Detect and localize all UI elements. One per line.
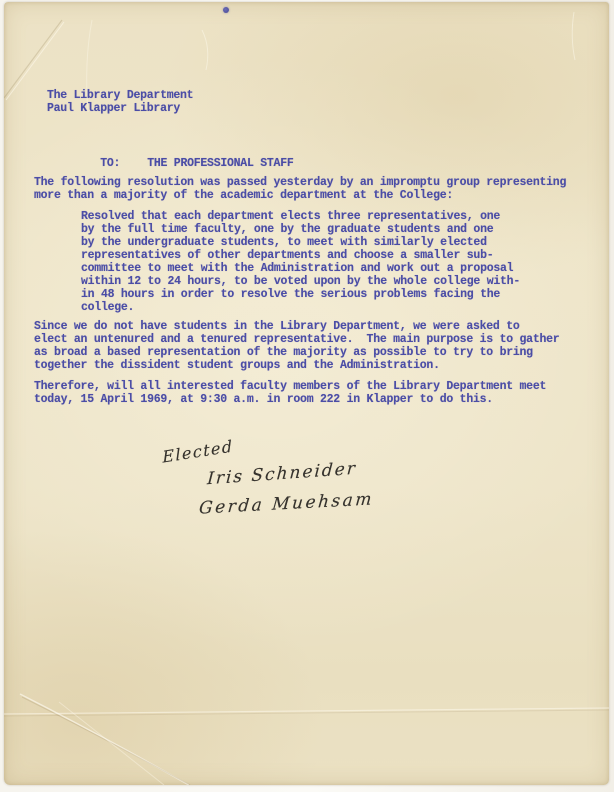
resolution-line-5: committee to meet with the Administration and work out a proposal bbox=[81, 262, 514, 275]
paper-sheet bbox=[4, 2, 609, 785]
handwritten-elected-label: Elected bbox=[161, 436, 234, 467]
therefore-paragraph bbox=[34, 380, 546, 406]
to-label: TO: bbox=[100, 157, 121, 170]
resolution-line-7: in 48 hours in order to resolve the serious problems facing the bbox=[81, 288, 501, 301]
signature-iris-schneider: Iris Schneider bbox=[206, 458, 358, 490]
resolution-line-3: by the undergraduate students, to meet with similarly elected bbox=[81, 236, 487, 249]
signature-gerda-muehsam: Gerda Muehsam bbox=[198, 489, 375, 519]
sender-block bbox=[47, 89, 193, 115]
ink-dot-mark bbox=[223, 7, 229, 13]
sender-line-2: Paul Klapper Library bbox=[47, 102, 181, 115]
intro-line-1: The following resolution was passed yesterday by an impromptu group representing bbox=[34, 176, 567, 189]
since-line-1: Since we do not have students in the Library Department, we were asked to bbox=[34, 320, 520, 333]
resolution-line-2: by the full time faculty, one by the graduate students and one bbox=[81, 223, 494, 236]
intro-paragraph bbox=[34, 176, 566, 202]
since-line-3: as broad a based representation of the majority as possible to try to bring bbox=[34, 346, 533, 359]
intro-line-2: more than a majority of the academic department at the College: bbox=[34, 189, 454, 202]
therefore-line-1: Therefore, will all interested faculty members of the Library Department meet bbox=[34, 380, 547, 393]
therefore-line-2: today, 15 April 1969, at 9:30 a.m. in room 222 in Klapper to do this. bbox=[34, 393, 493, 406]
resolution-paragraph bbox=[81, 210, 520, 314]
since-line-2: elect an untenured and a tenured representative. The main purpose is to gather bbox=[34, 333, 560, 346]
resolution-line-6: within 12 to 24 hours, to be voted upon by the whole college with- bbox=[81, 275, 520, 288]
to-value: THE PROFESSIONAL STAFF bbox=[147, 157, 294, 170]
resolution-line-8: college. bbox=[81, 301, 135, 314]
since-line-4: together the dissident student groups and the Administration. bbox=[34, 359, 440, 372]
since-paragraph bbox=[34, 320, 559, 372]
sender-line-1: The Library Department bbox=[47, 89, 194, 102]
resolution-line-1: Resolved that each department elects three representatives, one bbox=[81, 210, 501, 223]
resolution-line-4: representatives of other departments and choose a smaller sub- bbox=[81, 249, 494, 262]
